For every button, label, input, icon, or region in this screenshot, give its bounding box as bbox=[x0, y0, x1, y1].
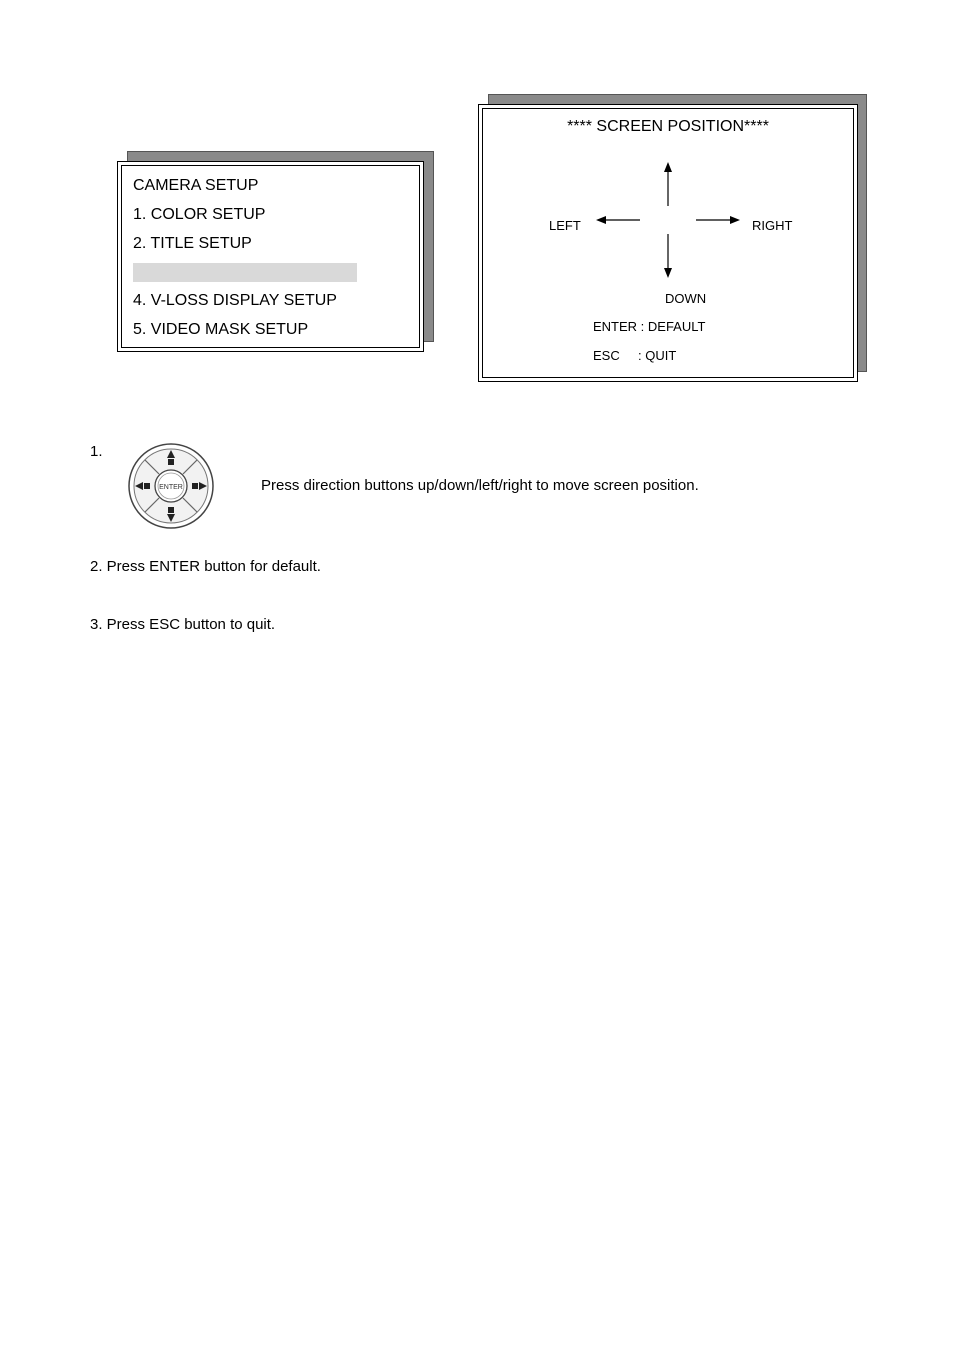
right-arrowhead-icon bbox=[730, 216, 740, 224]
keypad-enter-label: ENTER bbox=[159, 484, 183, 491]
camera-menu-item-video-mask-setup[interactable]: 5. VIDEO MASK SETUP bbox=[133, 321, 309, 338]
step-2-text: 2. Press ENTER button for default. bbox=[90, 558, 321, 575]
esc-quit-label: : QUIT bbox=[638, 348, 677, 363]
screen-position-title: **** SCREEN POSITION**** bbox=[567, 118, 769, 135]
direction-keypad-icon bbox=[126, 440, 216, 532]
enter-default-line: ENTER : DEFAULT bbox=[593, 319, 706, 334]
step-1-text: Press direction buttons up/down/left/right to move screen position. bbox=[261, 477, 699, 494]
camera-menu-title: CAMERA SETUP bbox=[133, 177, 259, 194]
up-arrowhead-icon bbox=[664, 162, 672, 172]
left-arrowhead-icon bbox=[596, 216, 606, 224]
camera-menu-item-title-setup[interactable]: 2. TITLE SETUP bbox=[133, 235, 252, 252]
camera-menu-item-vloss-display-setup[interactable]: 4. V-LOSS DISPLAY SETUP bbox=[133, 292, 337, 309]
step-1-number: 1. bbox=[90, 443, 103, 460]
esc-key-label: ESC bbox=[593, 348, 620, 363]
down-arrowhead-icon bbox=[664, 268, 672, 278]
direction-arrows bbox=[0, 0, 954, 400]
down-label: DOWN bbox=[665, 291, 707, 306]
right-label: RIGHT bbox=[752, 218, 793, 233]
left-label: LEFT bbox=[549, 218, 581, 233]
camera-menu-item-color-setup[interactable]: 1. COLOR SETUP bbox=[133, 206, 266, 223]
step-3-text: 3. Press ESC button to quit. bbox=[90, 616, 276, 633]
